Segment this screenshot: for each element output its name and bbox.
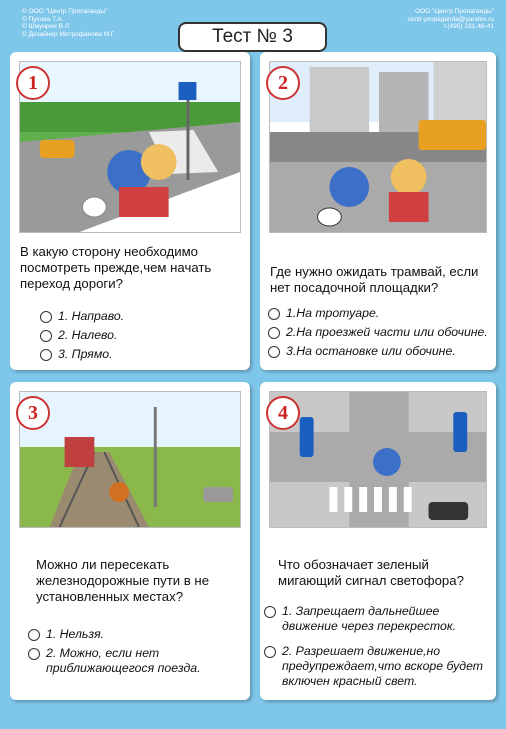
- answer-list: [40, 309, 244, 366]
- question-text: В какую сторону необходимо посмотреть прежде,чем начать переход дороги?: [20, 244, 212, 291]
- answer-label: 2. Налево.: [58, 328, 118, 342]
- answer-option[interactable]: [28, 627, 244, 642]
- radio-button[interactable]: [264, 606, 276, 618]
- question-number: 1: [16, 66, 50, 100]
- illustration-traffic-light: [269, 391, 487, 528]
- answer-label: 2. Можно, если нет приближающегося поезда.: [46, 646, 201, 675]
- answer-option[interactable]: [264, 604, 490, 634]
- publisher-info: [408, 8, 494, 31]
- credit-line: © Пухова Т.А.: [22, 15, 64, 23]
- credits: [22, 8, 115, 38]
- question-number: 3: [16, 396, 50, 430]
- question-number: 4: [266, 396, 300, 430]
- answer-option[interactable]: [40, 347, 244, 362]
- publisher-phone: т.(495) 231-46-41: [443, 23, 494, 31]
- credit-line: © Шмунрин В.Л.: [22, 23, 71, 31]
- radio-button[interactable]: [40, 330, 52, 342]
- publisher-line: ООО "Центр Пропаганды": [415, 8, 494, 15]
- answer-label: 2.На проезжей части или обочине.: [286, 325, 488, 339]
- answer-option[interactable]: [28, 646, 244, 676]
- answer-label: 1. Нельзя.: [46, 627, 105, 641]
- answer-label: 1. Направо.: [58, 309, 125, 323]
- question-number: 2: [266, 66, 300, 100]
- answer-label: 1. Запрещает дальнейшее движение через перекресток.: [282, 604, 457, 633]
- page-title: Тест № 3: [178, 22, 327, 52]
- question-text: Где нужно ожидать трамвай, если нет посадочной площадки?: [270, 264, 479, 295]
- question-card-2: [260, 52, 496, 370]
- radio-button[interactable]: [268, 308, 280, 320]
- radio-button[interactable]: [28, 629, 40, 641]
- answer-option[interactable]: [264, 644, 490, 689]
- answer-option[interactable]: [40, 309, 244, 324]
- radio-button[interactable]: [268, 346, 280, 358]
- credit-line: © ООО "Центр Пропаганды": [22, 8, 108, 15]
- answer-list: [268, 306, 490, 363]
- answer-option[interactable]: [268, 306, 490, 321]
- illustration-railway: [19, 391, 241, 528]
- radio-button[interactable]: [40, 349, 52, 361]
- illustration-crossing: [19, 61, 241, 233]
- question-card-3: [10, 382, 250, 700]
- publisher-email: centr-propaganda@yandex.ru: [407, 15, 494, 23]
- answer-option[interactable]: [268, 325, 490, 340]
- radio-button[interactable]: [40, 311, 52, 323]
- question-text: Можно ли пересекать железнодорожные пути в не установленных местах?: [36, 557, 210, 604]
- answer-label: 3. Прямо.: [58, 347, 113, 361]
- radio-button[interactable]: [28, 648, 40, 660]
- question-card-4: [260, 382, 496, 700]
- illustration-tram-stop: [269, 61, 487, 233]
- answer-label: 3.На остановке или обочине.: [286, 344, 456, 358]
- radio-button[interactable]: [268, 327, 280, 339]
- answer-option[interactable]: [40, 328, 244, 343]
- radio-button[interactable]: [264, 646, 276, 658]
- answer-list: [264, 604, 490, 693]
- answer-option[interactable]: [268, 344, 490, 359]
- answer-label: 1.На тротуаре.: [286, 306, 380, 320]
- answer-list: [28, 627, 244, 680]
- answer-label: 2. Разрешает движение,но предупреждает,что вскоре будет включен красный свет.: [282, 644, 484, 688]
- question-card-1: [10, 52, 250, 370]
- question-text: Что обозначает зеленый мигающий сигнал светофора?: [278, 557, 464, 588]
- credit-line: © Дизайнер Митрофанова М.Г.: [22, 30, 116, 38]
